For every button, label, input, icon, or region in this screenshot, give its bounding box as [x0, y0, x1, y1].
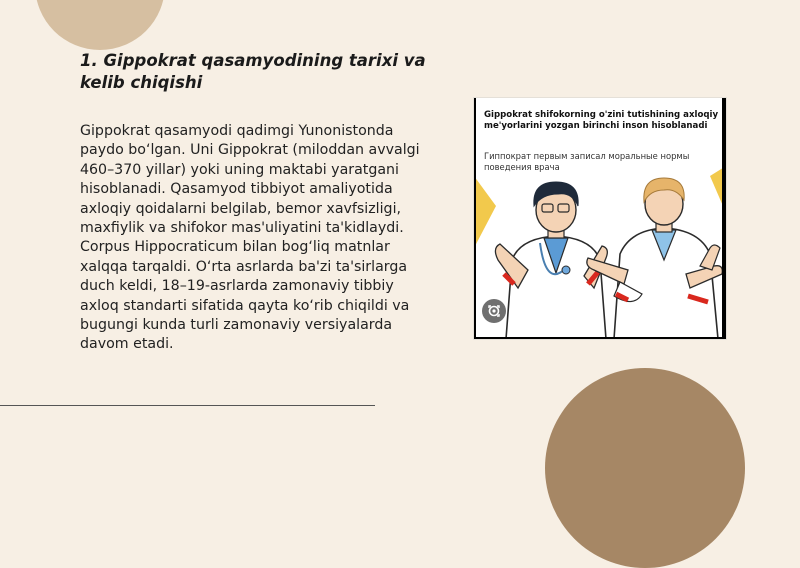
figure-heading: Gippokrat shifokorning o'zini tutishining axloqiy me'yorlarini yozgan birinchi inson hisoblanadi [484, 110, 719, 131]
lens-search-icon[interactable] [482, 299, 506, 323]
divider-line [0, 405, 375, 406]
figure-border-right [722, 98, 726, 339]
decorative-circle-top [35, 0, 165, 50]
decorative-circle-bottom [545, 368, 745, 568]
camera-lens-icon [487, 304, 501, 318]
doctors-applauding-illustration [474, 98, 726, 339]
figure-border-left [474, 98, 476, 339]
figure-subheading: Гиппократ первым записал моральные нормы поведения врача [484, 151, 690, 172]
illustration-figure [474, 98, 726, 339]
slide-title: 1. Gippokrat qasamyodining tarixi va kelib chiqishi [80, 51, 426, 92]
slide-body-text: Gippokrat qasamyodi qadimgi Yunonistonda paydo bo‘lgan. Uni Gippokrat (miloddan avvalgi 460–370 yillar) yoki uning maktabi yaratgani hisoblanadi. Qasamyod tibbiyot amaliyotida axloqiy qoidalarni belgilab, bemor xavfsizligi, maxfiylik va shifokor mas'uliyatini ta'kidlaydi. Corpus Hippocraticum bilan bog‘liq matnlar xalqqa tarqaldi. O‘rta asrlarda ba'zi ta'sirlarga duch keldi, 18–19-asrlarda zamonaviy tibbiy axloq standarti sifatida qayta ko‘rib chiqildi va bugungi kunda turli zamonaviy versiyalarda davom etadi. [80, 123, 420, 353]
figure-border-bottom [474, 337, 726, 339]
